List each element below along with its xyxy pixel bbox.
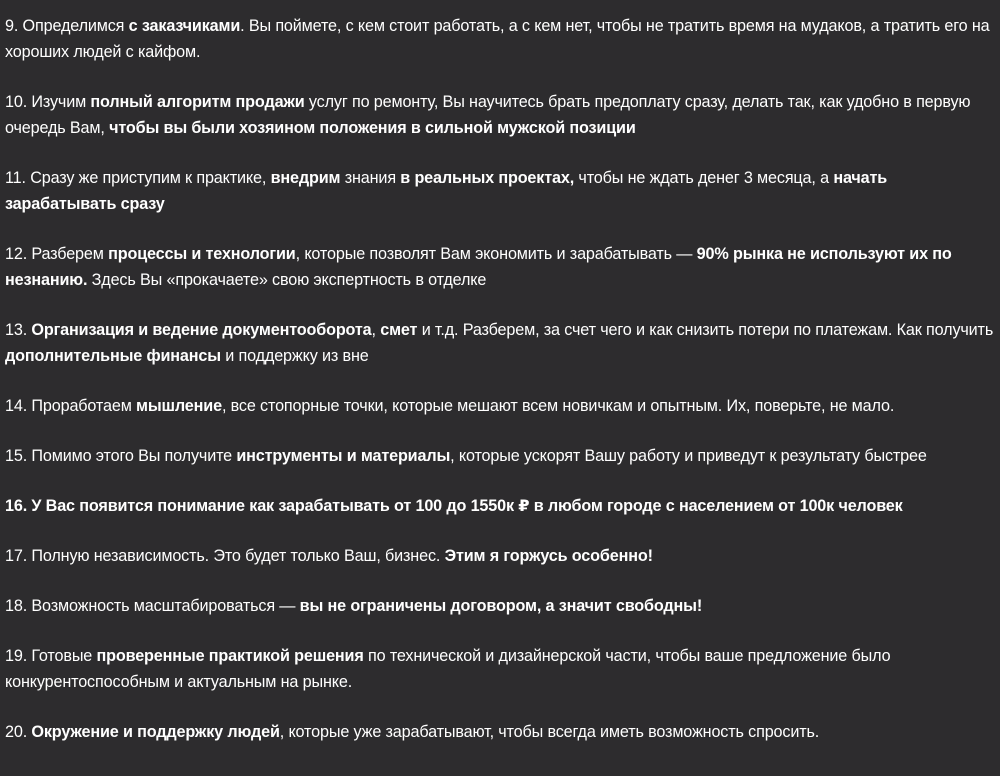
item-text-bold: начать зарабатывать сразу bbox=[5, 169, 888, 213]
item-text: . Вы поймете, с кем стоит работать, а с кем нет, чтобы не тратить время на мудаков, а тратить его на хороших людей с кайфом. bbox=[5, 17, 990, 61]
item-text-bold: проверенные практикой решения bbox=[96, 647, 364, 665]
list-item bbox=[5, 165, 997, 217]
list-item bbox=[5, 89, 997, 141]
item-text: 15. Помимо этого Вы получите bbox=[5, 447, 237, 465]
item-text-bold: внедрим bbox=[270, 169, 341, 187]
item-text: 9. Определимся bbox=[5, 17, 129, 35]
item-text: , которые ускорят Вашу работу и приведут к результату быстрее bbox=[450, 447, 927, 465]
list-item bbox=[5, 241, 997, 293]
item-text: 18. Возможность масштабироваться — bbox=[5, 597, 300, 615]
list-item bbox=[5, 393, 997, 419]
item-text: 11. Сразу же приступим к практике, bbox=[5, 169, 271, 187]
item-text: , bbox=[371, 321, 381, 339]
item-text-bold: 16. У Вас появится понимание как зарабатывать от 100 до 1550к ₽ в любом городе с населением от 100к человек bbox=[5, 497, 903, 515]
item-text: 10. Изучим bbox=[5, 93, 91, 111]
benefits-list bbox=[5, 13, 997, 769]
list-item bbox=[5, 443, 997, 469]
item-text-bold: полный алгоритм продажи bbox=[90, 93, 305, 111]
item-text: Здесь Вы «прокачаете» свою экспертность в отделке bbox=[87, 271, 487, 289]
item-text-bold: с заказчиками bbox=[128, 17, 241, 35]
item-text-bold: Окружение и поддержку людей bbox=[31, 723, 280, 741]
item-text-bold: мышление bbox=[136, 397, 222, 415]
item-text: , которые уже зарабатывают, чтобы всегда иметь возможность спросить. bbox=[279, 723, 820, 741]
item-text: чтобы не ждать денег 3 месяца, а bbox=[574, 169, 834, 187]
item-text-bold: вы не ограничены договором, а значит свободны! bbox=[299, 597, 703, 615]
item-text: и т.д. Разберем, за счет чего и как снизить потери по платежам. Как получить bbox=[417, 321, 994, 339]
item-text: услуг по ремонту, Вы научитесь брать предоплату сразу, делать так, как удобно в первую очередь Вам, bbox=[5, 93, 971, 137]
item-text: 12. Разберем bbox=[5, 245, 109, 263]
item-text: 20. bbox=[5, 723, 32, 741]
list-item bbox=[5, 317, 997, 369]
list-item bbox=[5, 13, 997, 65]
item-text: 17. Полную независимость. Это будет только Ваш, бизнес. bbox=[5, 547, 445, 565]
item-text: 14. Проработаем bbox=[5, 397, 137, 415]
item-text-bold: дополнительные финансы bbox=[5, 347, 221, 365]
list-item bbox=[5, 493, 997, 519]
list-item bbox=[5, 643, 997, 695]
item-text-bold: инструменты и материалы bbox=[236, 447, 451, 465]
item-text: и поддержку из вне bbox=[220, 347, 369, 365]
item-text-bold: 90% рынка не используют их по незнанию. bbox=[5, 245, 952, 289]
item-text-bold: смет bbox=[380, 321, 418, 339]
item-text: , все стопорные точки, которые мешают всем новичкам и опытным. Их, поверьте, не мало. bbox=[221, 397, 895, 415]
list-item bbox=[5, 543, 997, 569]
item-text: 13. bbox=[5, 321, 32, 339]
item-text-bold: Организация и ведение документооборота bbox=[31, 321, 372, 339]
item-text: 19. Готовые bbox=[5, 647, 97, 665]
item-text: по технической и дизайнерской части, чтобы ваше предложение было конкурентоспособным и актуальным на рынке. bbox=[5, 647, 891, 691]
item-text-bold: Этим я горжусь особенно! bbox=[444, 547, 653, 565]
list-item bbox=[5, 593, 997, 619]
item-text: знания bbox=[340, 169, 401, 187]
item-text: , которые позволят Вам экономить и зарабатывать — bbox=[295, 245, 697, 263]
item-text-bold: процессы и технологии bbox=[108, 245, 296, 263]
item-text-bold: в реальных проектах, bbox=[400, 169, 575, 187]
item-text-bold: чтобы вы были хозяином положения в сильной мужской позиции bbox=[109, 119, 636, 137]
list-item bbox=[5, 719, 997, 745]
